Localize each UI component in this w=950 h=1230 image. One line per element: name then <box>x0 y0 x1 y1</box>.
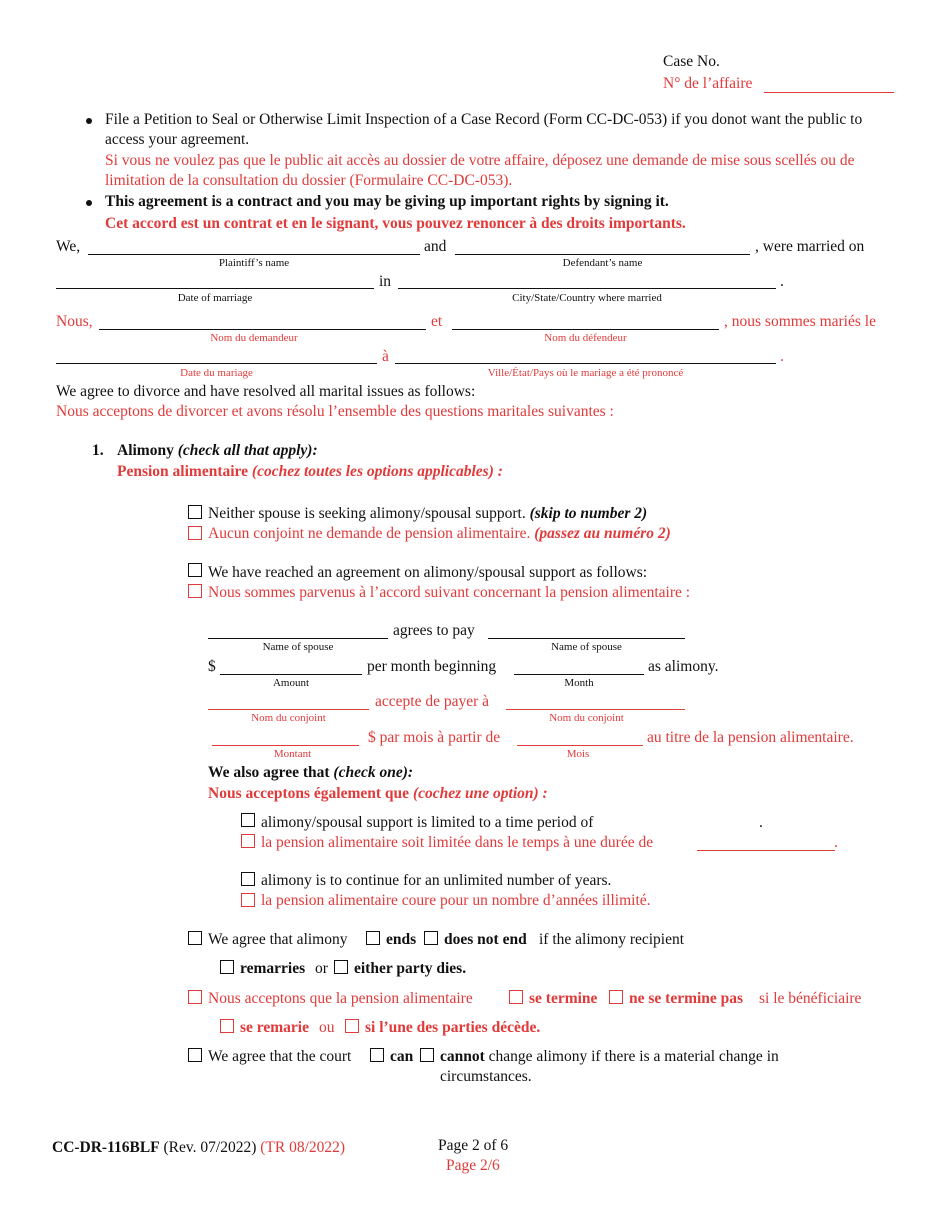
were-married-label: , were married on <box>755 238 865 255</box>
ends-checkbox-fr[interactable] <box>509 990 523 1004</box>
form-id: CC-DR-116BLF (Rev. 07/2022) (TR 08/2022) <box>52 1139 346 1156</box>
or-label: or <box>315 960 328 977</box>
limited-period-label-fr: la pension alimentaire soit limitée dans le temps à une durée de <box>261 834 654 851</box>
if-recipient-label-fr: si le bénéficiaire <box>759 990 862 1007</box>
remarries-label: remarries <box>240 960 306 977</box>
unlimited-label: alimony is to continue for an unlimited number of years. <box>261 872 612 889</box>
defendeur-caption: Nom du défendeur <box>544 332 627 344</box>
limited-period-checkbox-fr[interactable] <box>241 834 255 848</box>
ends-agreement-checkbox[interactable] <box>188 931 202 945</box>
limited-period-label: alimony/spousal support is limited to a time period of <box>261 814 594 831</box>
case-no-label-fr: N° de l’affaire <box>663 75 753 92</box>
agree-statement-fr: Nous acceptons de divorcer et avons résolu l’ensemble des questions maritales suivantes : <box>56 403 614 420</box>
does-not-end-checkbox[interactable] <box>424 931 438 945</box>
plaintiff-name-field[interactable] <box>88 254 420 255</box>
month-caption-fr: Mois <box>566 748 590 760</box>
cannot-label: cannot <box>440 1048 485 1065</box>
agree-statement: We agree to divorce and have resolved all marital issues as follows: <box>56 383 476 400</box>
agreement-reached-label-fr: Nous sommes parvenus à l’accord suivant concernant la pension alimentaire : <box>208 584 691 601</box>
amount-field-fr[interactable] <box>212 745 359 746</box>
agrees-to-pay-label: agrees to pay <box>393 622 475 639</box>
period-fr: . <box>780 348 784 365</box>
period: . <box>780 273 784 290</box>
payee-spouse-field-fr[interactable] <box>506 709 685 710</box>
lieu-mariage-field[interactable] <box>395 363 776 364</box>
neither-seeking-checkbox-fr[interactable] <box>188 526 202 540</box>
or-label-fr: ou <box>319 1019 335 1036</box>
agreement-reached-label: We have reached an agreement on alimony/spousal support as follows: <box>208 564 648 581</box>
also-agree-heading: We also agree that (check one): <box>208 764 414 781</box>
section-title-fr: Pension alimentaire (cochez toutes les options applicables) : <box>117 463 503 480</box>
ends-checkbox[interactable] <box>366 931 380 945</box>
in-label: in <box>379 273 392 290</box>
court-rest-label: change alimony if there is a material change in circumstances. <box>440 1048 779 1085</box>
can-label: can <box>390 1048 414 1065</box>
remarries-checkbox-fr[interactable] <box>220 1019 234 1033</box>
limited-period-end: . <box>759 814 763 831</box>
defendeur-name-field[interactable] <box>452 329 719 330</box>
bullet-icon <box>86 118 92 124</box>
if-recipient-label: if the alimony recipient <box>539 931 685 948</box>
case-no-label: Case No. <box>663 53 720 70</box>
and-label: and <box>424 238 447 255</box>
does-not-end-checkbox-fr[interactable] <box>609 990 623 1004</box>
amount-field[interactable] <box>220 674 362 675</box>
date-mariage-field[interactable] <box>56 363 377 364</box>
limited-period-field-fr[interactable] <box>697 850 835 851</box>
neither-seeking-label-fr: Aucun conjoint ne demande de pension alimentaire. (passez au numéro 2) <box>208 525 671 542</box>
marriage-date-field[interactable] <box>56 288 374 289</box>
either-dies-label: either party dies. <box>354 960 467 977</box>
limited-period-end-fr: . <box>834 834 838 851</box>
court-change-checkbox[interactable] <box>188 1048 202 1062</box>
amount-caption: Amount <box>272 677 310 689</box>
demandeur-name-field[interactable] <box>99 329 426 330</box>
payee-spouse-field[interactable] <box>488 638 685 639</box>
ends-label-fr: se termine <box>529 990 598 1007</box>
dollar-sign: $ <box>208 658 216 675</box>
month-field[interactable] <box>514 674 644 675</box>
et-label: et <box>431 313 443 330</box>
either-dies-label-fr: si l’une des parties décède. <box>365 1019 541 1036</box>
au-titre-label: au titre de la pension alimentaire. <box>647 729 854 746</box>
payer-spouse-field-fr[interactable] <box>208 709 369 710</box>
neither-seeking-checkbox[interactable] <box>188 505 202 519</box>
payee-spouse-caption: Name of spouse <box>551 641 622 653</box>
month-caption: Month <box>564 677 594 689</box>
limited-period-checkbox[interactable] <box>241 813 255 827</box>
remarries-label-fr: se remarie <box>240 1019 309 1036</box>
unlimited-checkbox[interactable] <box>241 872 255 886</box>
case-no-field[interactable] <box>764 92 894 93</box>
date-mariage-caption: Date du mariage <box>180 367 253 379</box>
demandeur-caption: Nom du demandeur <box>210 332 298 344</box>
agreement-reached-checkbox[interactable] <box>188 563 202 577</box>
does-not-end-label-fr: ne se termine pas <box>629 990 744 1007</box>
month-field-fr[interactable] <box>517 745 643 746</box>
court-rest-wrapper <box>440 1047 840 1087</box>
bullet-icon <box>86 200 92 206</box>
court-intro-label: We agree that the court <box>208 1048 352 1065</box>
marriage-place-caption: City/State/Country where married <box>512 292 662 304</box>
payer-spouse-caption-fr: Nom du conjoint <box>251 712 326 724</box>
ends-intro-label-fr: Nous acceptons que la pension alimentaire <box>208 990 473 1007</box>
page-number-fr: Page 2/6 <box>446 1157 500 1174</box>
remarries-checkbox[interactable] <box>220 960 234 974</box>
as-alimony-label: as alimony. <box>648 658 719 675</box>
a-label: à <box>382 348 389 365</box>
page-number: Page 2 of 6 <box>438 1137 509 1154</box>
ends-intro-label: We agree that alimony <box>208 931 348 948</box>
agreement-reached-checkbox-fr[interactable] <box>188 584 202 598</box>
marriage-date-caption: Date of marriage <box>177 292 253 304</box>
ends-label: ends <box>386 931 417 948</box>
defendant-name-field[interactable] <box>455 254 750 255</box>
par-mois-label: $ par mois à partir de <box>368 729 501 746</box>
per-month-label: per month beginning <box>367 658 497 675</box>
section-number: 1. <box>92 442 104 459</box>
accepte-de-payer-label: accepte de payer à <box>375 693 490 710</box>
marriage-place-field[interactable] <box>398 288 776 289</box>
bullet-seal-text: File a Petition to Seal or Otherwise Limit Inspection of a Case Record (Form CC-DC-053) if you donot want the public to access your agreement. <box>105 111 863 148</box>
unlimited-checkbox-fr[interactable] <box>241 893 255 907</box>
amount-caption-fr: Montant <box>273 748 312 760</box>
defendant-caption: Defendant’s name <box>562 257 643 269</box>
lieu-mariage-caption: Ville/État/Pays où le mariage a été prononcé <box>487 367 684 379</box>
ends-agreement-checkbox-fr[interactable] <box>188 990 202 1004</box>
can-checkbox[interactable] <box>370 1048 384 1062</box>
section-title: Alimony (check all that apply): <box>117 442 318 459</box>
bullet-contract-text-fr: Cet accord est un contrat et en le signant, vous pouvez renoncer à des droits importants. <box>105 215 686 232</box>
nous-label: Nous, <box>56 313 93 330</box>
neither-seeking-label: Neither spouse is seeking alimony/spousal support. (skip to number 2) <box>208 505 648 522</box>
does-not-end-label: does not end <box>444 931 527 948</box>
also-agree-heading-fr: Nous acceptons également que (cochez une option) : <box>208 785 548 802</box>
either-dies-checkbox[interactable] <box>334 960 348 974</box>
bullet-contract-text: This agreement is a contract and you may be giving up important rights by signing it. <box>105 193 669 210</box>
bullet-seal-text-fr: Si vous ne voulez pas que le public ait accès au dossier de votre affaire, déposez une demande de mise sous scellés ou de limitation de la consultation du dossier (Formulaire CC-DC-053). <box>105 152 855 189</box>
plaintiff-caption: Plaintiff’s name <box>218 257 290 269</box>
sommes-maries-label: , nous sommes mariés le <box>724 313 876 330</box>
either-dies-checkbox-fr[interactable] <box>345 1019 359 1033</box>
payer-spouse-caption: Name of spouse <box>262 641 334 653</box>
cannot-checkbox[interactable] <box>420 1048 434 1062</box>
payee-spouse-caption-fr: Nom du conjoint <box>549 712 624 724</box>
we-label: We, <box>56 238 81 255</box>
payer-spouse-field[interactable] <box>208 638 388 639</box>
unlimited-label-fr: la pension alimentaire coure pour un nombre d’années illimité. <box>261 892 651 909</box>
